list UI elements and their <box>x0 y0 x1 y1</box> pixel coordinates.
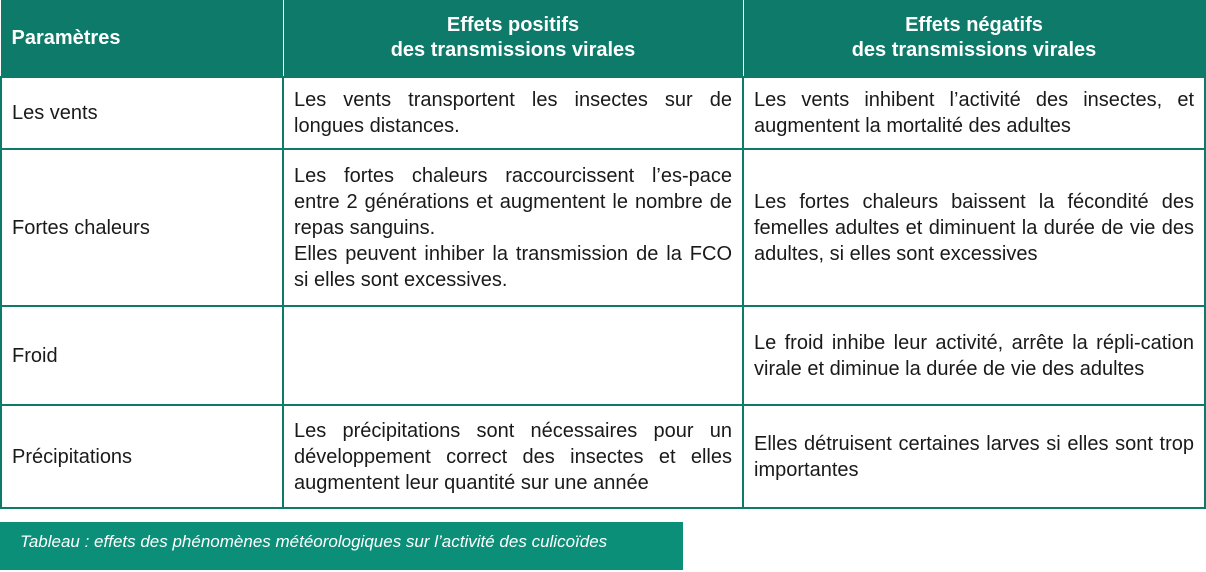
positive-paragraph: Elles peuvent inhiber la transmission de la FCO si elles sont excessives. <box>294 242 732 291</box>
row-positive-effect <box>283 77 743 149</box>
row-positive-effect <box>283 149 743 306</box>
row-parameter: Fortes chaleurs <box>1 149 283 306</box>
row-negative-effect <box>743 405 1205 508</box>
table-row <box>1 405 1205 508</box>
positive-paragraph: Les vents transportent les insectes sur de longues distances. <box>294 89 732 137</box>
table-row <box>1 77 1205 149</box>
table-row <box>1 306 1205 405</box>
negative-paragraph: Elles détruisent certaines larves si elles sont trop importantes <box>754 432 1194 481</box>
table-header-row <box>1 0 1205 77</box>
row-negative-effect <box>743 77 1205 149</box>
header-positive-effects <box>283 0 743 77</box>
header-positive-line-1: Effets positifs <box>446 14 580 36</box>
header-parameters-line: Paramètres <box>11 26 121 49</box>
header-negative-line-1: Effets négatifs <box>905 14 1043 36</box>
header-positive-line-2: des transmissions virales <box>390 39 636 61</box>
table-row <box>1 149 1205 306</box>
row-parameter: Les vents <box>1 77 283 149</box>
positive-paragraph: Les précipitations sont nécessaires pour un développement correct des insectes et elles augmentent leur quantité sur une année <box>294 419 732 494</box>
row-positive-effect <box>283 405 743 508</box>
table-caption: Tableau : effets des phénomènes météorologiques sur l’activité des culicoïdes <box>0 522 683 570</box>
negative-paragraph: Les vents inhibent l’activité des insectes, et augmentent la mortalité des adultes <box>754 89 1194 137</box>
row-negative-effect <box>743 306 1205 405</box>
row-negative-effect <box>743 149 1205 306</box>
row-positive-effect <box>283 306 743 405</box>
row-parameter: Précipitations <box>1 405 283 508</box>
header-negative-line-2: des transmissions virales <box>851 39 1097 61</box>
row-parameter: Froid <box>1 306 283 405</box>
header-parameters <box>1 0 283 77</box>
positive-paragraph: Les fortes chaleurs raccourcissent l’es-pace entre 2 générations et augmentent le nombre de repas sanguins. <box>294 164 732 239</box>
negative-paragraph: Le froid inhibe leur activité, arrête la répli-cation virale et diminue la durée de vie des adultes <box>754 331 1194 380</box>
negative-paragraph: Les fortes chaleurs baissent la fécondité des femelles adultes et diminuent la durée de vie des adultes, si elles sont excessives <box>754 190 1194 265</box>
header-negative-effects <box>743 0 1205 77</box>
